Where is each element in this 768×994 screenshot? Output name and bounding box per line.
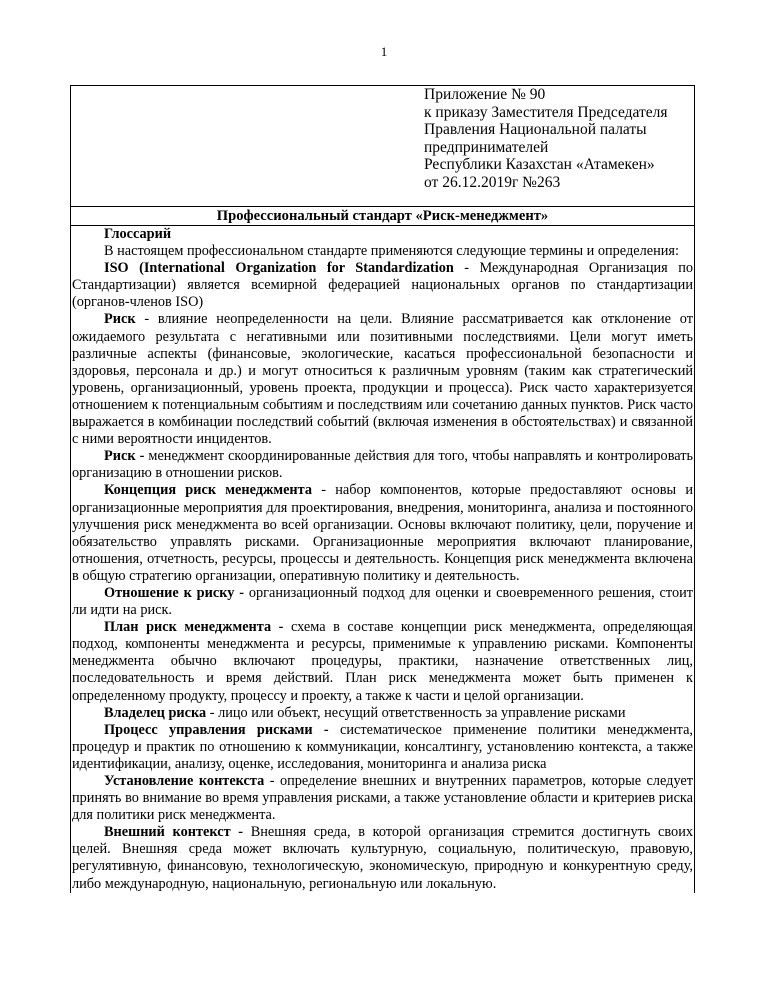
term-name: Риск [104, 311, 136, 328]
standard-title: Профессиональный стандарт «Риск-менеджмент» [216, 208, 549, 224]
standard-section [71, 207, 694, 893]
glossary-heading: Глоссарий [104, 226, 172, 242]
glossary-term-paragraph [72, 619, 693, 704]
term-name: Внешний контекст - [104, 824, 244, 841]
term-name: Отношение к риску - [104, 584, 244, 601]
glossary-term-paragraph [72, 722, 693, 773]
term-name: Риск - [104, 448, 145, 465]
term-definition: - лицо или объект, несущий ответственность за управление рисками [206, 704, 626, 721]
appendix-line: от 26.12.2019г №263 [424, 173, 561, 191]
appendix-line: Республики Казахстан «Атамекен» [424, 156, 655, 174]
term-name: ISO (International Organization for Standardization [104, 260, 454, 277]
appendix-line: Правления Национальной палаты [424, 121, 647, 139]
page-number: 1 [380, 44, 388, 59]
glossary-term-paragraph [72, 448, 693, 482]
term-name: Концепция риск менеджмента [104, 482, 313, 499]
term-definition: - определение внешних и внутренних параметров, которые следует принять во внимание во время управления рисками, а также установление области и критериев риска для политики риск менеджмента. [72, 773, 693, 824]
term-name: Процесс управления рисками - [104, 721, 329, 738]
appendix-block [71, 86, 694, 207]
appendix-line: к приказу Заместителя Председателя [424, 103, 668, 121]
term-definition: менеджмент скоординированные действия для того, чтобы направлять и контролировать организацию в отношении рисков. [72, 448, 693, 482]
glossary-term-paragraph [72, 260, 693, 311]
glossary-term-paragraph [72, 585, 693, 619]
appendix-line: Приложение № 90 [424, 86, 546, 103]
glossary-term-paragraph [72, 311, 693, 448]
term-name: Установление контекста [104, 773, 265, 789]
term-definition: - влияние неопределенности на цели. Влияние рассматривается как отклонение от ожидаемого результата с негативными или позитивными последствиями. Цели могут иметь различные аспекты (финансовые, экологические, касаться профессиональной безопасности и здоровья, персонала и др.) и могут относиться к различным уровням (таким как стратегический уровень, организационный, уровень проекта, продукции и процесса). Риск часто характеризуется отношением к потенциальным событиям и последствиям или сочетанию данных пунктов. Риск часто выражается в комбинации последствий событий (включая изменения в обстоятельствах) и связанной с ними вероятности инцидентов. [72, 311, 693, 448]
term-definition: схема в составе концепции риск менеджмента, определяющая подход, компоненты менеджмента и ресурсы, применимые к управлению рисками. Компоненты менеджмента обычно включают процедуры, практики, назначение ответственных лиц, последовательность и время действий. План риск менеджмента может быть применен к определенному продукту, процессу и проекту, а также к части и целой организации. [72, 619, 693, 704]
term-name: Владелец риска [104, 704, 207, 721]
term-name: План риск менеджмента - [104, 619, 284, 636]
term-definition: Внешняя среда, в которой организация стремится достигнуть своих целей. Внешняя среда может включать культурную, социальную, политическую, правовую, регулятивную, финансовую, технологическую, экономическую, природную и конкурентную среду, либо международную, национальную, региональную или локальную. [72, 824, 693, 892]
glossary-term-paragraph [72, 705, 693, 722]
glossary-term-paragraph [72, 482, 693, 585]
term-definition: систематическое применение политики менеджмента, процедур и практик по отношению к коммуникации, консалтингу, установлению контекста, а также идентификации, анализу, оценке, исследования, мониторинга и анализа риска [72, 721, 693, 772]
glossary-intro: В настоящем профессиональном стандарте применяются следующие термины и определения: [104, 243, 679, 260]
term-definition: - Международная Организация по Стандартизации) является всемирной федерацией национальных органов по стандартизации (органов-членов ISO) [72, 260, 693, 311]
document-frame [70, 85, 695, 893]
term-definition: организационный подход для оценки и своевременного решения, стоит ли идти на риск. [72, 584, 693, 619]
glossary-term-paragraph [72, 773, 693, 824]
appendix-line: предпринимателей [424, 138, 549, 156]
term-definition: - набор компонентов, которые предоставляют основы и организационные мероприятия для проектирования, внедрения, мониторинга, анализа и постоянного улучшения риск менеджмента во всей организации. Основы включают политику, цели, поручение и обязательство управлять рисками. Организационные мероприятия включают планирование, отношения, отчетность, ресурсы, процессы и деятельность. Концепция риск менеджмента включена в общую стратегию организации, оперативную политику и деятельность. [72, 482, 693, 584]
glossary-term-paragraph [72, 824, 693, 892]
